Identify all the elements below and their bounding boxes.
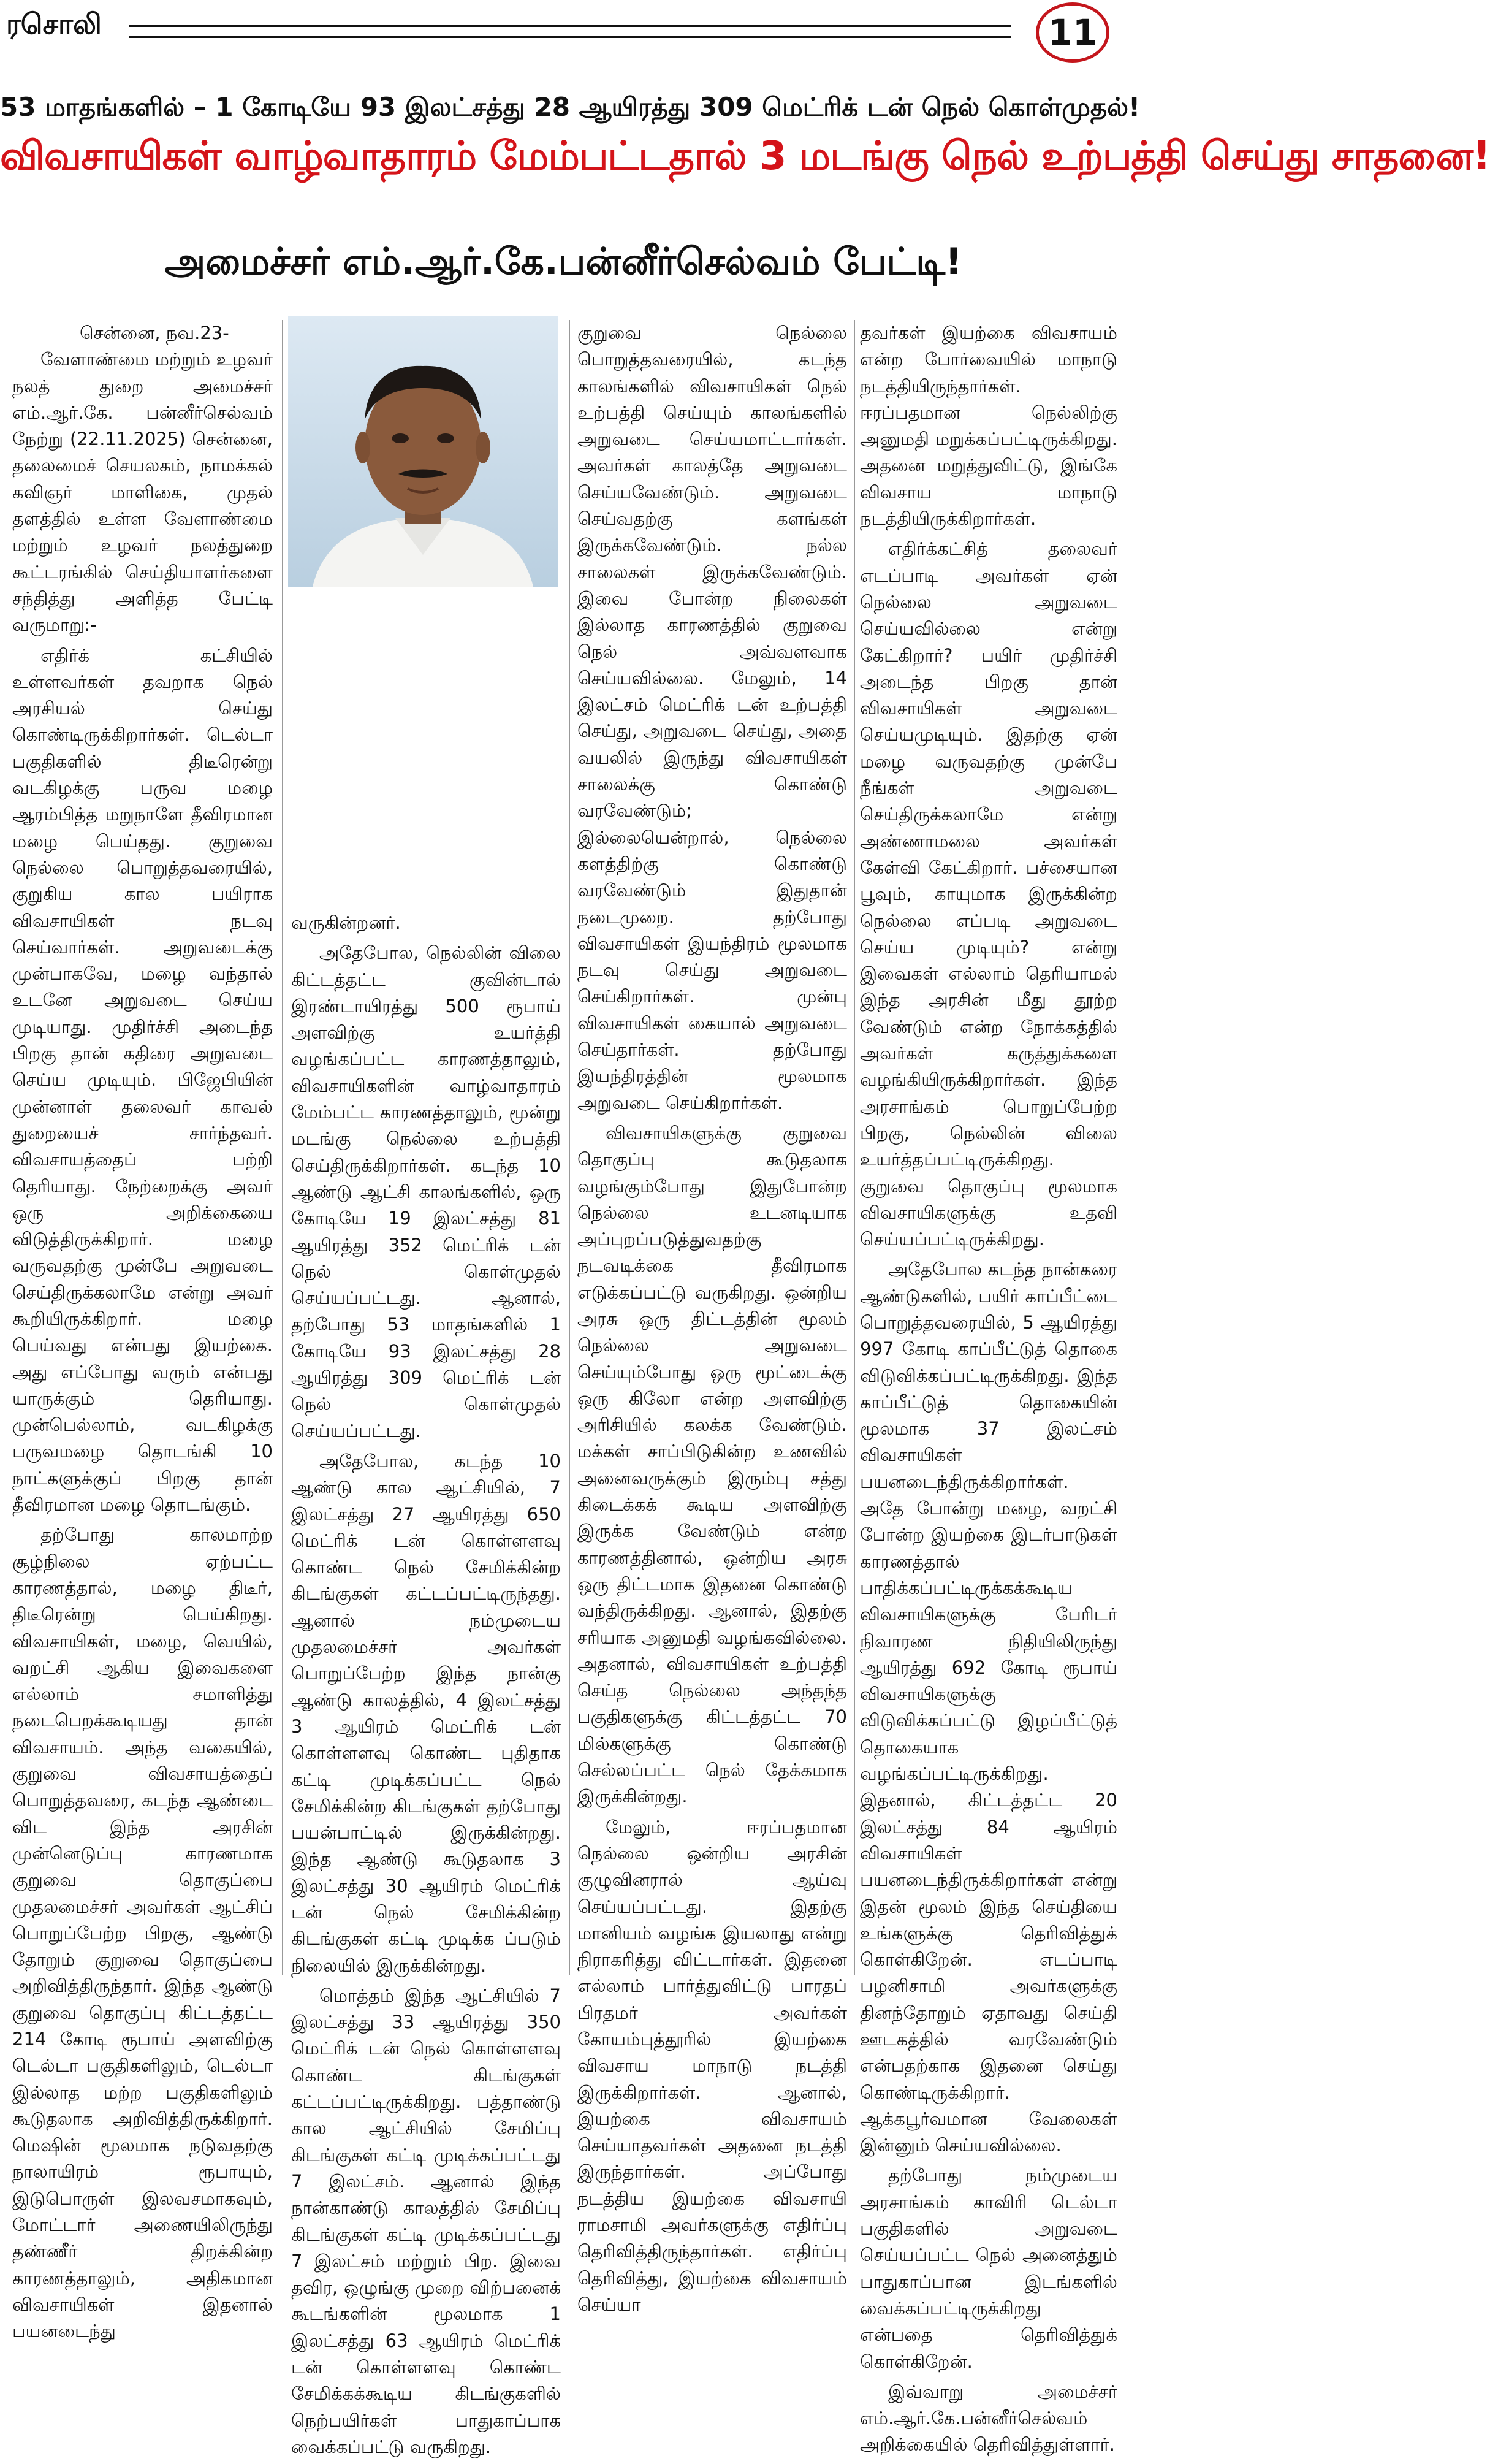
paragraph: வேளாண்மை மற்றும் உழவர் நலத் துறை அமைச்சர் எம்.ஆர்.கே. பன்னீர்செல்வம் நேற்று (22.11.2025) சென்னை, தலைமைச் செயலகம், நாமக்கல் கவிஞர் மாளிகை, முதல் தளத்தில் உள்ள வேளாண்மை மற்றும் உழவர் நலத்துறை கூட்டரங்கில் செய்தியாளர்களை சந்தித்து அளித்த பேட்டி வருமாறு:-	[12, 349, 273, 636]
masthead-rule	[129, 25, 1011, 38]
main-headline: விவசாயிகள் வாழ்வாதாரம் மேம்பட்டதால் 3 மடங்கு நெல் உற்பத்தி செய்து சாதனை!	[0, 134, 1490, 179]
paragraph: விவசாயிகளுக்கு குறுவை தொகுப்பு கூடுதலாக வழங்கும்போது இதுபோன்ற நெல்லை உடனடியாக அப்புறப்படுத்துவதற்கு நடவடிக்கை தீவிரமாக எடுக்கப்பட்டு வருகிறது. ஒன்றிய அரசு ஒரு திட்டத்தின் மூலம் நெல்லை அறுவடை செய்யும்போது ஒரு மூட்டைக்கு ஒரு கிலோ என்ற அளவிற்கு அரிசியில் கலக்க வேண்டும். மக்கள் சாப்பிடுகின்ற உணவில் அனைவருக்கும் இரும்பு சத்து கிடைக்கக் கூடிய அளவிற்கு இருக்க வேண்டும் என்ற காரணத்தினால், ஒன்றிய அரசு ஒரு திட்டமாக இதனை கொண்டு வந்திருக்கிறது. ஆனால், இதற்கு சரியாக அனுமதி வழங்கவில்லை. அதனால், விவசாயிகள் உற்பத்தி செய்த நெல்லை அந்தந்த பகுதிகளுக்கு கிட்டத்தட்ட 70 மில்களுக்கு கொண்டு செல்லப்பட்ட நெல் தேக்கமாக இருக்கின்றது.	[577, 1122, 847, 1807]
dateline: சென்னை, நவ.23-	[80, 322, 229, 343]
column-divider	[569, 320, 570, 1975]
masthead	[0, 0, 1127, 61]
article-column-3	[577, 320, 847, 2315]
sub-headline: அமைச்சர் எம்.ஆர்.கே.பன்னீர்செல்வம் பேட்டி!	[164, 240, 962, 283]
paragraph: குறுவை நெல்லை பொறுத்தவரையில், கடந்த காலங்களில் விவசாயிகள் நெல் உற்பத்தி செய்யும் காலங்களில் அறுவடை செய்யமாட்டார்கள். அவர்கள் காலத்தே அறுவடை செய்யவேண்டும். அறுவடை செய்வதற்கு களங்கள் இருக்கவேண்டும். நல்ல சாலைகள் இருக்கவேண்டும். இவை போன்ற நிலைகள் இல்லாத காரணத்தில் குறுவை நெல் அவ்வளவாக செய்யவில்லை. மேலும், 14 இலட்சம் மெட்ரிக் டன் உற்பத்தி செய்து, அறுவடை செய்து, அதை வயலில் இருந்து விவசாயிகள் சாலைக்கு கொண்டு வரவேண்டும்; இல்லையென்றால், நெல்லை களத்திற்கு கொண்டு வரவேண்டும் இதுதான் நடைமுறை. தற்போது விவசாயிகள் இயந்திரம் மூலமாக நடவு செய்து அறுவடை செய்கிறார்கள். முன்பு விவசாயிகள் கையால் அறுவடை செய்தார்கள். தற்போது இயந்திரத்தின் மூலமாக அறுவடை செய்கிறார்கள்.	[577, 322, 847, 1113]
paragraph: தற்போது நம்முடைய அரசாங்கம் காவிரி டெல்டா பகுதிகளில் அறுவடை செய்யப்பட்ட நெல் அனைத்தும் பாதுகாப்பான இடங்களில் வைக்கப்பட்டிருக்கிறது என்பதை தெரிவித்துக் கொள்கிறேன்.	[860, 2165, 1117, 2372]
paragraph: அதேபோல கடந்த நான்கரை ஆண்டுகளில், பயிர் காப்பீட்டை பொறுத்தவரையில், 5 ஆயிரத்து 997 கோடி காப்பீட்டுத் தொகை விடுவிக்கப்பட்டிருக்கிறது. இந்த காப்பீட்டுத் தொகையின் மூலமாக 37 இலட்சம் விவசாயிகள் பயனடைந்திருக்கிறார்கள். அதே போன்று மழை, வறட்சி போன்ற இயற்கை இடர்பாடுகள் காரணத்தால் பாதிக்கப்பட்டிருக்கக்கூடிய விவசாயிகளுக்கு பேரிடர் நிவாரண நிதியிலிருந்து ஆயிரத்து 692 கோடி ரூபாய் விவசாயிகளுக்கு விடுவிக்கப்பட்டு இழப்பீட்டுத் தொகையாக வழங்கப்பட்டிருக்கிறது. இதனால், கிட்டத்தட்ட 20 இலட்சத்து 84 ஆயிரம் விவசாயிகள் பயனடைந்திருக்கிறார்கள் என்று இதன் மூலம் இந்த செய்தியை உங்களுக்கு தெரிவித்துக் கொள்கிறேன். எடப்பாடி பழனிசாமி அவர்களுக்கு தினந்தோறும் ஏதாவது செய்தி ஊடகத்தில் வரவேண்டும் என்பதற்காக இதனை செய்து கொண்டிருக்கிறார். ஆக்கபூர்வமான வேலைகள் இன்னும் செய்யவில்லை.	[860, 1259, 1117, 2156]
article-column-2	[291, 320, 561, 2457]
paragraph: அதேபோல, நெல்லின் விலை கிட்டத்தட்ட குவின்டால் இரண்டாயிரத்து 500 ரூபாய் அளவிற்கு உயர்த்தி வழங்கப்பட்ட காரணத்தாலும், விவசாயிகளின் வாழ்வாதாரம் மேம்பட்ட காரணத்தாலும், மூன்று மடங்கு நெல்லை உற்பத்தி செய்திருக்கிறார்கள். கடந்த 10 ஆண்டு ஆட்சி காலங்களில், ஒரு கோடியே 19 இலட்சத்து 81 ஆயிரத்து 352 மெட்ரிக் டன் நெல் கொள்முதல் செய்யப்பட்டது. ஆனால், தற்போது 53 மாதங்களில் 1 கோடியே 93 இலட்சத்து 28 ஆயிரத்து 309 மெட்ரிக் டன் நெல் கொள்முதல் செய்யப்பட்டது.	[291, 942, 561, 1441]
column-divider	[282, 320, 283, 1975]
article-column-1	[12, 320, 273, 2342]
column-divider	[854, 320, 855, 1975]
masthead-name: ரசொலி	[6, 7, 102, 40]
kicker-headline: 53 மாதங்களில் – 1 கோடியே 93 இலட்சத்து 28 ஆயிரத்து 309 மெட்ரிக் டன் நெல் கொள்முதல்!	[0, 92, 1141, 122]
paragraph: தவர்கள் இயற்கை விவசாயம் என்ற போர்வையில் மாநாடு நடத்தியிருந்தார்கள். ஈரப்பதமான நெல்லிற்கு அனுமதி மறுக்கப்பட்டிருக்கிறது. அதனை மறுத்துவிட்டு, இங்கே விவசாய மாநாடு நடத்தியிருக்கிறார்கள்.	[860, 322, 1117, 530]
paragraph: இவ்வாறு அமைச்சர் எம்.ஆர்.கே.பன்னீர்செல்வம் அறிக்கையில் தெரிவித்துள்ளார்.	[860, 2381, 1117, 2455]
page-number: 11	[1036, 2, 1109, 63]
paragraph: அதேபோல, கடந்த 10 ஆண்டு கால ஆட்சியில், 7 இலட்சத்து 27 ஆயிரத்து 650 மெட்ரிக் டன் கொள்ளளவு கொண்ட நெல் சேமிக்கின்ற கிடங்குகள் கட்டப்பட்டிருந்தது. ஆனால் நம்முடைய முதலமைச்சர் அவர்கள் பொறுப்பேற்ற இந்த நான்கு ஆண்டு காலத்தில், 4 இலட்சத்து 3 ஆயிரம் மெட்ரிக் டன் கொள்ளளவு கொண்ட புதிதாக கட்டி முடிக்கப்பட்ட நெல் சேமிக்கின்ற கிடங்குகள் தற்போது பயன்பாட்டில் இருக்கின்றது. இந்த ஆண்டு கூடுதலாக 3 இலட்சத்து 30 ஆயிரம் மெட்ரிக் டன் நெல் சேமிக்கின்ற கிடங்குகள் கட்டி முடிக்க ப்படும் நிலையில் இருக்கின்றது.	[291, 1450, 561, 1976]
paragraph: தற்போது காலமாற்ற சூழ்நிலை ஏற்பட்ட காரணத்தால், மழை திடீர், திடீரென்று பெய்கிறது. விவசாயிகள், மழை, வெயில், வறட்சி ஆகிய இவைகளை எல்லாம் சமாளித்து நடைபெறக்கூடியது தான் விவசாயம். அந்த வகையில், குறுவை விவசாயத்தைப் பொறுத்தவரை, கடந்த ஆண்டை விட இந்த அரசின் முன்னெடுப்பு காரணமாக குறுவை தொகுப்பை முதலமைச்சர் அவர்கள் ஆட்சிப் பொறுப்பேற்ற பிறகு, ஆண்டு தோறும் குறுவை தொகுப்பை அறிவித்திருந்தார். இந்த ஆண்டு குறுவை தொகுப்பு கிட்டத்தட்ட 214 கோடி ரூபாய் அளவிற்கு டெல்டா பகுதிகளிலும், டெல்டா இல்லாத மற்ற பகுதிகளிலும் கூடுதலாக அறிவித்திருக்கிறார். மெஷின் மூலமாக நடுவதற்கு நாலாயிரம் ரூபாயும், இடுபொருள் இலவசமாகவும், மோட்டார் அணையிலிருந்து தண்ணீர் திறக்கின்ற காரணத்தாலும், அதிகமான விவசாயிகள் இதனால் பயனடைந்து	[12, 1524, 273, 2342]
paragraph: மேலும், ஈரப்பதமான நெல்லை ஒன்றிய அரசின் குழுவினரால் ஆய்வு செய்யப்பட்டது. இதற்கு மானியம் வழங்க இயலாது என்று நிராகரித்து விட்டார்கள். இதனை எல்லாம் பார்த்துவிட்டு பாரதப் பிரதமர் அவர்கள் கோயம்புத்தூரில் இயற்கை விவசாய மாநாடு நடத்தி இருக்கிறார்கள். ஆனால், இயற்கை விவசாயம் செய்யாதவர்கள் அதனை நடத்தி இருந்தார்கள். அப்போது நடத்திய இயற்கை விவசாயி ராமசாமி அவர்களுக்கு எதிர்ப்பு தெரிவித்திருந்தார்கள். எதிர்ப்பு தெரிவித்து, இயற்கை விவசாயம் செய்யா	[577, 1816, 847, 2315]
paragraph: எதிர்க்கட்சித் தலைவர் எடப்பாடி அவர்கள் ஏன் நெல்லை அறுவடை செய்யவில்லை என்று கேட்கிறார்? பயிர் முதிர்ச்சி அடைந்த பிறகு தான் விவசாயிகள் அறுவடை செய்யமுடியும். இதற்கு ஏன் மழை வருவதற்கு முன்பே நீங்கள் அறுவடை செய்திருக்கலாமே என்று அண்ணாமலை அவர்கள் கேள்வி கேட்கிறார். பச்சையான பூவும், காயுமாக இருக்கின்ற நெல்லை எப்படி அறுவடை செய்ய முடியும்? என்று இவைகள் எல்லாம் தெரியாமல் இந்த அரசின் மீது தூற்ற வேண்டும் என்ற நோக்கத்தில் அவர்கள் கருத்துக்களை வழங்கியிருக்கிறார்கள். இந்த அரசாங்கம் பொறுப்பேற்ற பிறகு, நெல்லின் விலை உயர்த்தப்பட்டிருக்கிறது. குறுவை தொகுப்பு மூலமாக விவசாயிகளுக்கு உதவி செய்யப்பட்டிருக்கிறது.	[860, 538, 1117, 1250]
paragraph: வருகின்றனர்.	[291, 912, 401, 933]
paragraph: எதிர்க் கட்சியில் உள்ளவர்கள் தவறாக நெல் அரசியல் செய்து கொண்டிருக்கிறார்கள். டெல்டா பகுதிகளில் திடீரென்று வடகிழக்கு பருவ மழை ஆரம்பித்த மறுநாளே தீவிரமான மழை பெய்தது. குறுவை நெல்லை பொறுத்தவரையில், குறுகிய கால பயிராக விவசாயிகள் நடவு செய்வார்கள். அறுவடைக்கு முன்பாகவே, மழை வந்தால் உடனே அறுவடை செய்ய முடியாது. முதிர்ச்சி அடைந்த பிறகு தான் கதிரை அறுவடை செய்ய முடியும். பிஜேபியின் முன்னாள் தலைவர் காவல் துறையைச் சார்ந்தவர். விவசாயத்தைப் பற்றி தெரியாது. நேற்றைக்கு அவர் ஒரு அறிக்கையை விடுத்திருக்கிறார். மழை வருவதற்கு முன்பே அறுவடை செய்திருக்கலாமே என்று அவர் கூறியிருக்கிறார். மழை பெய்வது என்பது இயற்கை. அது எப்போது வரும் என்பது யாருக்கும் தெரியாது. முன்பெல்லாம், வடகிழக்கு பருவமழை தொடங்கி 10 நாட்களுக்குப் பிறகு தான் தீவிரமான மழை தொடங்கும்.	[12, 644, 273, 1516]
article-column-4	[860, 320, 1117, 2455]
paragraph: மொத்தம் இந்த ஆட்சியில் 7 இலட்சத்து 33 ஆயிரத்து 350 மெட்ரிக் டன் நெல் கொள்ளளவு கொண்ட கிடங்குகள் கட்டப்பட்டிருக்கிறது. பத்தாண்டு கால ஆட்சியில் சேமிப்பு கிடங்குகள் கட்டி முடிக்கப்பட்டது 7 இலட்சம். ஆனால் இந்த நான்காண்டு காலத்தில் சேமிப்பு கிடங்குகள் கட்டி முடிக்கப்பட்டது 7 இலட்சம் மற்றும் பிற. இவை தவிர, ஒழுங்கு முறை விற்பனைக் கூடங்களின் மூலமாக 1 இலட்சத்து 63 ஆயிரம் மெட்ரிக் டன் கொள்ளளவு கொண்ட சேமிக்கக்கூடிய கிடங்குகளில் நெற்பயிர்கள் பாதுகாப்பாக வைக்கப்பட்டு வருகிறது.	[291, 1985, 561, 2457]
